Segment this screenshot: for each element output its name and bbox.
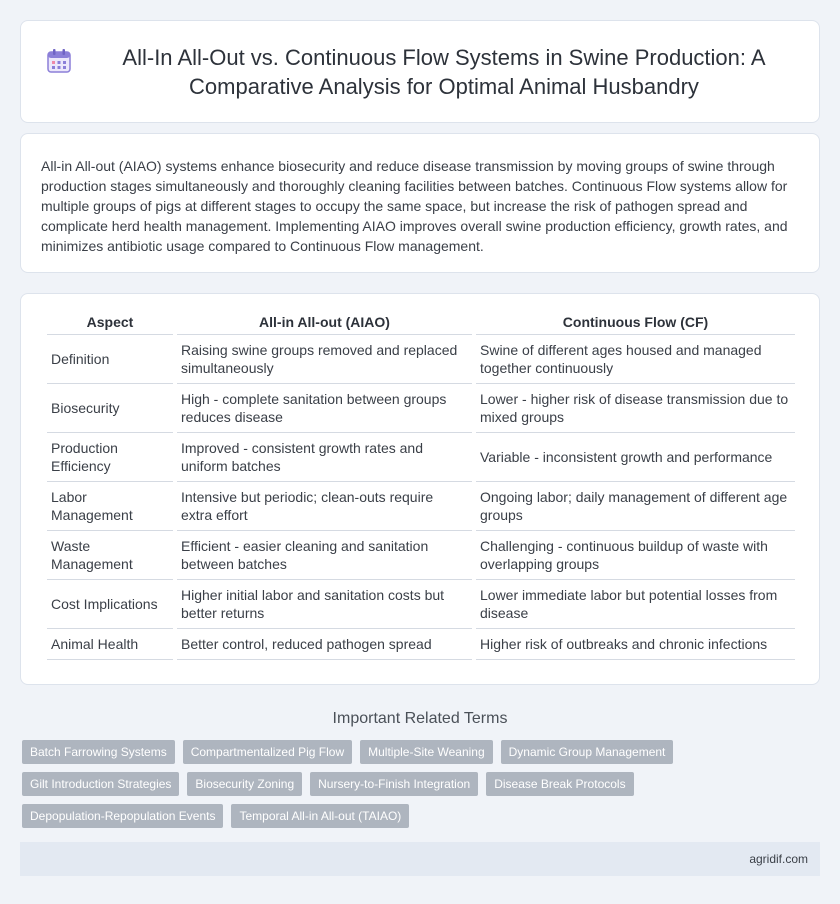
title-wrap	[45, 43, 795, 101]
summary-card	[20, 133, 820, 273]
header-cf: Continuous Flow (CF)	[476, 308, 795, 335]
cell-cf: Swine of different ages housed and managed together continuously	[476, 335, 795, 384]
table-row	[47, 433, 795, 482]
cell-aiao: Raising swine groups removed and replaced simultaneously	[177, 335, 472, 384]
header-card	[20, 20, 820, 123]
related-term-tag[interactable]: Temporal All-in All-out (TAIAO)	[231, 804, 409, 828]
related-term-tag[interactable]: Batch Farrowing Systems	[22, 740, 175, 764]
table-row	[47, 384, 795, 433]
calendar-icon	[45, 47, 73, 75]
comparison-table-card	[20, 293, 820, 685]
cell-aiao: Efficient - easier cleaning and sanitation between batches	[177, 531, 472, 580]
footer-site-link[interactable]: agridif.com	[749, 852, 808, 866]
cell-aspect: Cost Implications	[47, 580, 173, 629]
table-row	[47, 580, 795, 629]
header-aiao: All-in All-out (AIAO)	[177, 308, 472, 335]
cell-cf: Challenging - continuous buildup of waste with overlapping groups	[476, 531, 795, 580]
related-term-tag[interactable]: Compartmentalized Pig Flow	[183, 740, 352, 764]
related-term-tag[interactable]: Multiple-Site Weaning	[360, 740, 493, 764]
cell-aiao: Intensive but periodic; clean-outs require extra effort	[177, 482, 472, 531]
related-term-tag[interactable]: Disease Break Protocols	[486, 772, 633, 796]
related-term-tag[interactable]: Dynamic Group Management	[501, 740, 674, 764]
cell-aiao: High - complete sanitation between groups reduces disease	[177, 384, 472, 433]
cell-cf: Lower - higher risk of disease transmission due to mixed groups	[476, 384, 795, 433]
cell-cf: Lower immediate labor but potential losses from disease	[476, 580, 795, 629]
header-aspect: Aspect	[47, 308, 173, 335]
cell-cf: Ongoing labor; daily management of different age groups	[476, 482, 795, 531]
cell-cf: Variable - inconsistent growth and performance	[476, 433, 795, 482]
cell-aiao: Higher initial labor and sanitation costs but better returns	[177, 580, 472, 629]
cell-aiao: Improved - consistent growth rates and uniform batches	[177, 433, 472, 482]
table-header-row	[47, 308, 795, 335]
summary-text: All-in All-out (AIAO) systems enhance biosecurity and reduce disease transmission by moving groups of swine through production stages simultaneously and thoroughly cleaning facilities between batches. Continuous Flow systems allow for multiple groups of pigs at different stages to occupy the same space, but increase the risk of pathogen spread and complicate herd health management. Implementing AIAO improves overall swine production efficiency, growth rates, and minimizes antibiotic usage compared to Continuous Flow management.	[41, 158, 788, 254]
related-term-tag[interactable]: Depopulation-Repopulation Events	[22, 804, 223, 828]
cell-aspect: Waste Management	[47, 531, 173, 580]
related-terms-title: Important Related Terms	[332, 710, 508, 727]
related-terms-list	[22, 740, 820, 836]
related-term-tag[interactable]: Biosecurity Zoning	[187, 772, 302, 796]
footer	[20, 842, 820, 876]
comparison-table	[43, 308, 799, 660]
cell-aspect: Production Efficiency	[47, 433, 173, 482]
cell-aspect: Animal Health	[47, 629, 173, 660]
cell-cf: Higher risk of outbreaks and chronic infections	[476, 629, 795, 660]
table-row	[47, 335, 795, 384]
table-row	[47, 482, 795, 531]
related-term-tag[interactable]: Gilt Introduction Strategies	[22, 772, 179, 796]
table-row	[47, 531, 795, 580]
table-row	[47, 629, 795, 660]
cell-aspect: Labor Management	[47, 482, 173, 531]
cell-aspect: Definition	[47, 335, 173, 384]
cell-aspect: Biosecurity	[47, 384, 173, 433]
cell-aiao: Better control, reduced pathogen spread	[177, 629, 472, 660]
page-title: All-In All-Out vs. Continuous Flow Systems in Swine Production: A Comparative Analysis for Optimal Animal Husbandry	[122, 44, 766, 99]
related-term-tag[interactable]: Nursery-to-Finish Integration	[310, 772, 478, 796]
